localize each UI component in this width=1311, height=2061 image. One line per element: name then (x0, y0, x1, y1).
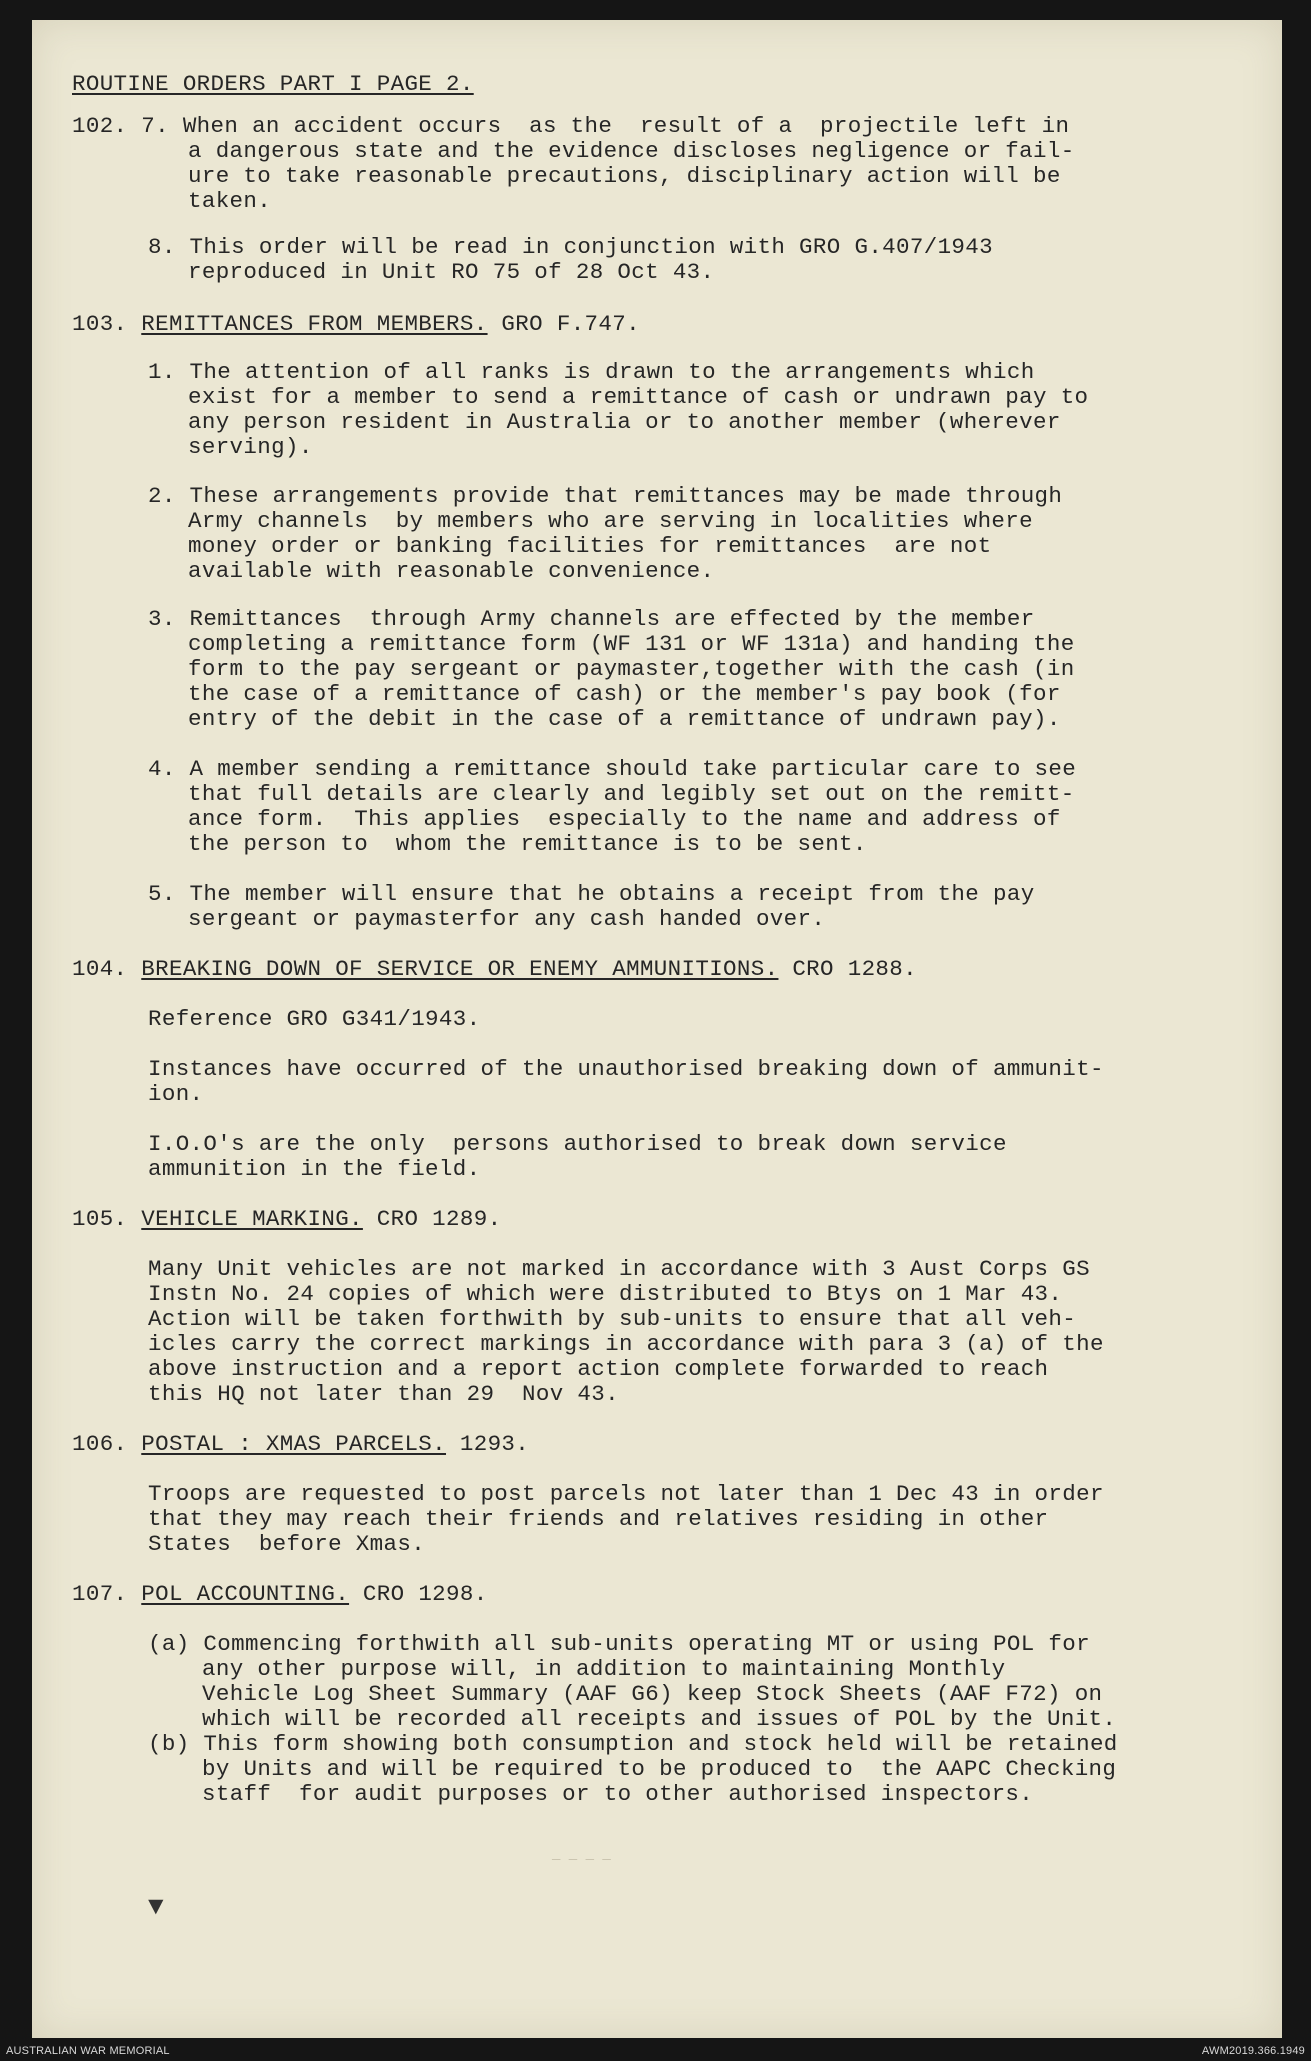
text-line (148, 882, 1035, 907)
text-line (148, 1357, 1048, 1382)
line-text: serving). (188, 434, 313, 460)
text-line (148, 1382, 619, 1407)
text-line (72, 114, 1069, 139)
section-heading-line (72, 1207, 501, 1232)
line-text: 3. Remittances through Army channels are effected by the member (148, 606, 1035, 632)
line-text: entry of the debit in the case of a remittance of undrawn pay). (188, 706, 1061, 732)
section-heading-line (72, 1582, 488, 1607)
text-line (188, 435, 313, 460)
line-text: Army channels by members who are serving in localities where (188, 508, 1033, 534)
section-reference: CRO 1289. (362, 1206, 502, 1232)
text-line (188, 189, 271, 214)
text-line (148, 1307, 1076, 1332)
section-reference: GRO F.747. (487, 311, 640, 337)
line-text: that they may reach their friends and relatives residing in other (148, 1506, 1049, 1532)
text-line (188, 832, 867, 857)
document-page (32, 20, 1282, 2038)
line-text: which will be recorded all receipts and issues of POL by the Unit. (202, 1706, 1117, 1732)
text-line (148, 484, 1062, 509)
section-title: VEHICLE MARKING. (141, 1206, 363, 1232)
line-text: 4. A member sending a remittance should take particular care to see (148, 756, 1077, 782)
line-text: by Units and will be required to be produced to the AAPC Checking (202, 1756, 1117, 1782)
section-reference: 1293. (446, 1431, 530, 1457)
text-line (188, 164, 1061, 189)
text-line (188, 410, 1061, 435)
line-text: 106. (72, 1431, 142, 1457)
line-text: ance form. This applies especially to the name and address of (188, 806, 1061, 832)
line-text: Instances have occurred of the unauthorised breaking down of ammunit- (148, 1056, 1104, 1082)
text-line (188, 657, 1075, 682)
text-line (148, 1482, 1104, 1507)
line-text: a dangerous state and the evidence discloses negligence or fail- (188, 138, 1075, 164)
line-text: 103. (72, 311, 142, 337)
line-text: ammunition in the field. (148, 1156, 481, 1182)
line-text: I.O.O's are the only persons authorised to break down service (148, 1131, 1007, 1157)
text-line (148, 1532, 425, 1557)
text-line (148, 1057, 1104, 1082)
line-text: Many Unit vehicles are not marked in accordance with 3 Aust Corps GS (148, 1256, 1090, 1282)
footer-accession-number: AWM2019.366.1949 (1201, 2045, 1305, 2057)
text-line (148, 757, 1076, 782)
section-reference: CRO 1288. (778, 956, 917, 982)
footer-credit: AUSTRALIAN WAR MEMORIAL (6, 2045, 170, 2057)
text-line (202, 1757, 1116, 1782)
line-text: exist for a member to send a remittance of cash or undrawn pay to (188, 384, 1089, 410)
text-line (188, 782, 1075, 807)
line-text: above instruction and a report action complete forwarded to reach (148, 1356, 1049, 1382)
line-text: available with reasonable convenience. (188, 558, 715, 584)
text-line (148, 360, 1035, 385)
line-text: 107. (72, 1581, 142, 1607)
ink-mark-icon: ▼ (148, 1892, 164, 1922)
line-text: Vehicle Log Sheet Summary (AAF G6) keep Stock Sheets (AAF F72) on (202, 1681, 1103, 1707)
section-title: POL ACCOUNTING. (141, 1581, 350, 1607)
line-text: sergeant or paymasterfor any cash handed over. (188, 906, 826, 932)
line-text: 104. (72, 956, 142, 982)
text-line (188, 534, 991, 559)
text-line (188, 559, 714, 584)
line-text: ion. (148, 1081, 204, 1107)
line-text: 8. This order will be read in conjunction with GRO G.407/1943 (148, 234, 993, 260)
text-line (188, 509, 1033, 534)
text-line (148, 1732, 1118, 1757)
line-text: ure to take reasonable precautions, disciplinary action will be (188, 163, 1061, 189)
line-text: 102. 7. When an accident occurs as the result of a projectile left in (72, 113, 1070, 139)
section-heading-line (72, 1432, 529, 1457)
page-header: ROUTINE ORDERS PART I PAGE 2. (72, 71, 474, 97)
bleed-through-text: — — — — (552, 1852, 611, 1868)
text-line (188, 907, 825, 932)
text-line (188, 385, 1088, 410)
text-line (188, 260, 714, 285)
section-heading-line (72, 312, 640, 337)
text-line (188, 707, 1061, 732)
text-line (148, 1332, 1104, 1357)
text-line (202, 1707, 1116, 1732)
line-text: money order or banking facilities for remittances are not (188, 533, 992, 559)
text-line (148, 1282, 1062, 1307)
line-text: (a) Commencing forthwith all sub-units operating MT or using POL for (148, 1631, 1090, 1657)
line-text: Troops are requested to post parcels not later than 1 Dec 43 in order (148, 1481, 1104, 1507)
text-line (148, 1507, 1048, 1532)
text-line (148, 235, 993, 260)
section-reference: CRO 1298. (349, 1581, 488, 1607)
line-text: staff for audit purposes or to other authorised inspectors. (202, 1781, 1034, 1807)
line-text: any other purpose will, in addition to maintaining Monthly (202, 1656, 1006, 1682)
line-text: 2. These arrangements provide that remittances may be made through (148, 483, 1063, 509)
line-text: taken. (188, 188, 272, 214)
line-text: Reference GRO G341/1943. (148, 1006, 481, 1032)
section-title: POSTAL : XMAS PARCELS. (141, 1431, 447, 1457)
line-text: Instn No. 24 copies of which were distributed to Btys on 1 Mar 43. (148, 1281, 1063, 1307)
line-text: the person to whom the remittance is to be sent. (188, 831, 867, 857)
text-line (148, 1007, 480, 1032)
line-text: 105. (72, 1206, 142, 1232)
line-text: the case of a remittance of cash) or the member's pay book (for (188, 681, 1061, 707)
text-line (188, 139, 1075, 164)
text-line (202, 1782, 1033, 1807)
text-line (148, 1157, 480, 1182)
line-text: this HQ not later than 29 Nov 43. (148, 1381, 619, 1407)
text-line (202, 1682, 1102, 1707)
text-line (148, 1132, 1007, 1157)
text-line (148, 607, 1035, 632)
line-text: States before Xmas. (148, 1531, 426, 1557)
line-text: that full details are clearly and legibly set out on the remitt- (188, 781, 1075, 807)
section-title: REMITTANCES FROM MEMBERS. (141, 311, 488, 337)
line-text: 5. The member will ensure that he obtains a receipt from the pay (148, 881, 1035, 907)
line-text: any person resident in Australia or to another member (wherever (188, 409, 1061, 435)
line-text: 1. The attention of all ranks is drawn to the arrangements which (148, 359, 1035, 385)
line-text: icles carry the correct markings in accordance with para 3 (a) of the (148, 1331, 1104, 1357)
section-heading-line (72, 957, 917, 982)
line-text: (b) This form showing both consumption and stock held will be retained (148, 1731, 1118, 1757)
line-text: completing a remittance form (WF 131 or WF 131a) and handing the (188, 631, 1075, 657)
text-line (188, 632, 1075, 657)
text-line (148, 1082, 203, 1107)
text-line (202, 1657, 1005, 1682)
text-line (188, 682, 1061, 707)
text-line (148, 1632, 1090, 1657)
line-text: reproduced in Unit RO 75 of 28 Oct 43. (188, 259, 715, 285)
line-text: Action will be taken forthwith by sub-units to ensure that all veh- (148, 1306, 1077, 1332)
text-line (148, 1257, 1090, 1282)
text-line (188, 807, 1061, 832)
section-title: BREAKING DOWN OF SERVICE OR ENEMY AMMUNITIONS. (141, 956, 779, 982)
line-text: form to the pay sergeant or paymaster,together with the cash (in (188, 656, 1075, 682)
